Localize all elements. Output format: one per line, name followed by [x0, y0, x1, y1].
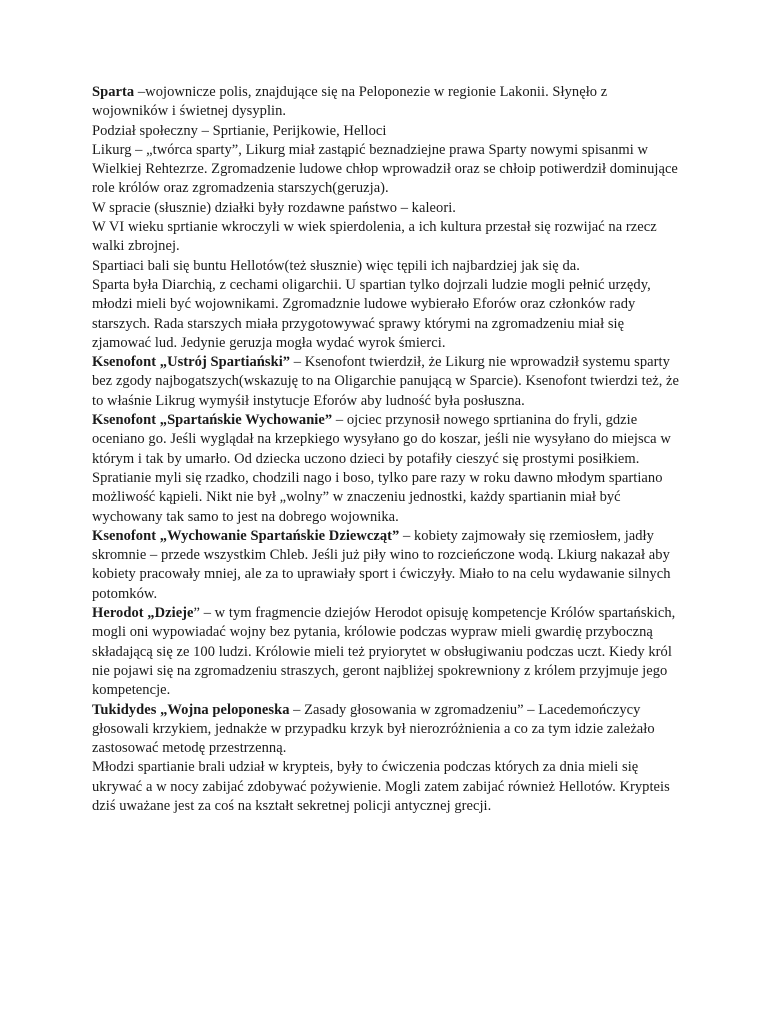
paragraph-text: W spracie (słusznie) działki były rozdawne państwo – kaleori. — [92, 199, 456, 216]
paragraph-text: Sparta była Diarchią, z cechami oligarchii. U spartian tylko dojrzali ludzie mogli pełnić urzędy, młodzi mieli być wojownikami. Zgromadznie ludowe wybierało Eforów oraz członków rady starszych. Rada starszych miała przygotowywać sprawy którymi na zgromadzeniu miał się zjamować lud. Jedynie geruzja mogła wydać wyrok śmierci. — [92, 276, 651, 351]
paragraph-helots — [92, 257, 682, 276]
paragraph-text: – ojciec przynosił nowego sprtianina do fryli, gdzie oceniano go. Jeśli wyglądał na krzepkiego wysyłano go do koszar, jeśli nie wysyłano do miejsca w którym i tak by umarło. Od dziecka uczono dzieci by potafiły cieszyć się prostymi posiłkiem. Spratianie myli się rzadko, chodzili nago i boso, tylko pare razy w roku dawno młodym spartiano możliwość kąpieli. Nikt nie był „wolny” w znaczeniu jednostki, każdy spartianin miał być wychowany tak samo to jest na dobrego wojownika. — [92, 412, 671, 525]
paragraph-text: Podział społeczny – Sprtianie, Perijkowie, Helloci — [92, 122, 387, 139]
paragraph-heading: Ksenofont „Wychowanie Spartańskie Dziewcząt” — [92, 527, 400, 544]
paragraph-text: Spartiaci bali się buntu Hellotów(też słusznie) więc tępili ich najbardziej jak się da. — [92, 257, 580, 274]
paragraph-text: W VI wieku sprtianie wkroczyli w wiek spierdolenia, a ich kultura przestał się rozwijać na rzecz walki zbrojnej. — [92, 219, 657, 255]
paragraph-social-division — [92, 122, 682, 141]
paragraph-text: – Ksenofont twierdził, że Likurg nie wprowadził systemu sparty bez zgody najbogatszych(wskazuję to na Oligarchie panującą w Sparcie). Ksenofont twierdzi też, że to właśnie Likrug wymyśił instytucje Eforów aby ludność była posłuszna. — [92, 354, 680, 409]
paragraph-text: –wojownicze polis, znajdujące się na Peloponezie w regionie Lakonii. Słynęło z wojowników i świetnej dysyplin. — [92, 84, 608, 120]
paragraph-text: ” – w tym fragmencie dziejów Herodot opisuję kompetencje Królów spartańskich, mogli oni wypowiadać wojny bez pytania, królowie podczas wypraw mieli gwardię przyboczną składającą się ze 100 ludzi. Królowie mieli też pryiorytet w obsługiwaniu podczas uczt. Kiedy król nie pojawi się na zgromadzeniu straszych, geront najbliżej spokrewniony z królem przyjmuje jego kompetencje. — [92, 605, 676, 699]
paragraph-text: Likurg – „twórca sparty”, Likurg miał zastąpić beznadziejne prawa Sparty nowymi spisanmi w Wielkiej Rehtezrze. Zgromadzenie ludowe chłop wprowadził oraz se chłoip potiwerdził dominujące role królów oraz zgromadzenia starszych(geruzja). — [92, 141, 678, 197]
paragraph-land — [92, 199, 682, 218]
paragraph-herodot — [92, 604, 682, 700]
paragraph-heading: Ksenofont „Ustrój Spartiański” — [92, 354, 291, 371]
paragraph-ksenofont-ustroj — [92, 353, 682, 411]
paragraph-ksenofont-dziewczeta — [92, 527, 682, 604]
paragraph-heading: Herodot „Dzieje — [92, 605, 194, 622]
paragraph-text: – Zasady głosowania w zgromadzeniu” – Lacedemończycy głosowali krzykiem, jednakże w przypadku krzyk był nierozróżnienia a co za tym idzie zależało zastosować metodę przestrzenną. — [92, 701, 655, 757]
paragraph-sixth-century — [92, 218, 682, 257]
paragraph-ksenofont-wychowanie — [92, 411, 682, 527]
paragraph-sparta — [92, 83, 682, 122]
paragraph-likurg — [92, 141, 682, 199]
paragraph-heading: Sparta — [92, 84, 135, 100]
paragraph-krypteis — [92, 758, 682, 816]
paragraph-heading: Ksenofont „Spartańskie Wychowanie” — [92, 412, 333, 429]
paragraph-text: – kobiety zajmowały się rzemiosłem, jadły skromnie – przede wszystkim Chleb. Jeśli już piły wino to rozcieńczone wodą. Lkiurg nakazał aby kobiety pracowały mniej, ale za to uprawiały sport i ćwiczyły. Miało to na celu wydawanie silnych potomków. — [92, 527, 671, 602]
paragraph-text: Młodzi spartianie brali udział w krypteis, były to ćwiczenia podczas których za dnia mieli się ukrywać a w nocy zabijać zdobywać pożywienie. Mogli zatem zabijać również Hellotów. Krypteis dziś uważane jest za coś na kształt sekretnej policji antycznej grecji. — [92, 759, 670, 814]
paragraph-diarchy — [92, 276, 682, 353]
document-page — [92, 83, 682, 816]
paragraph-tukidydes — [92, 701, 682, 759]
paragraph-heading: Tukidydes „Wojna peloponeska — [92, 701, 290, 718]
